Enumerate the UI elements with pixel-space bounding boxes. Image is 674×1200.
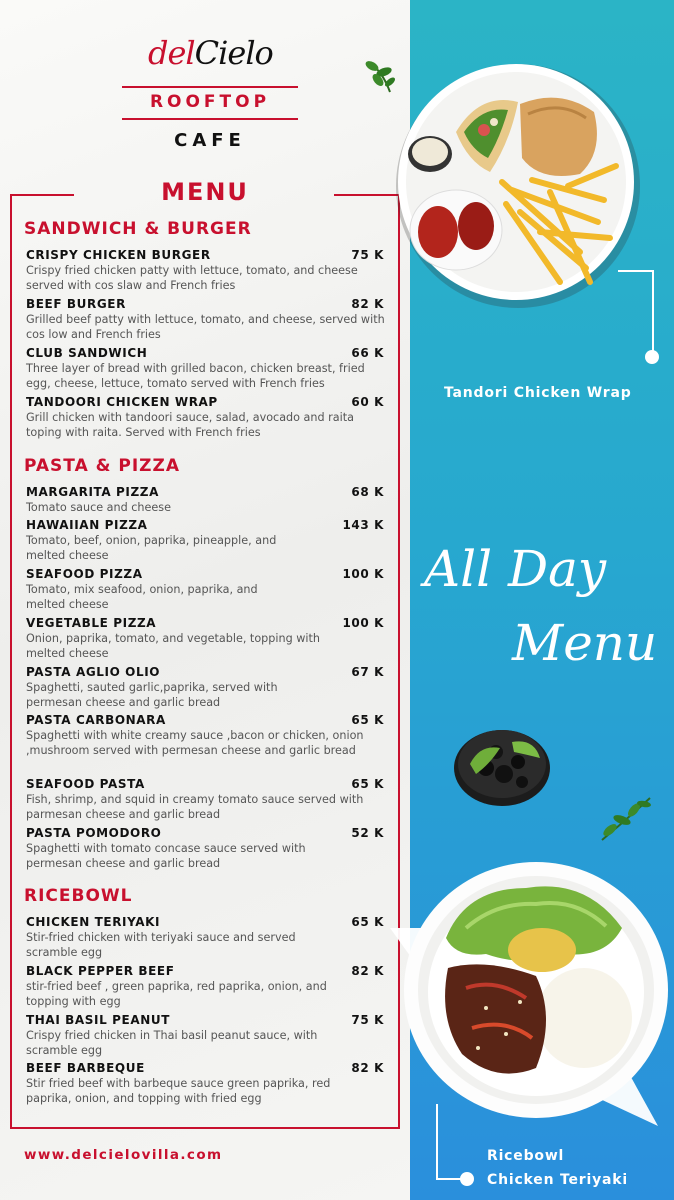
wrap-leader-h [618,270,654,272]
ricebowl-leader-dot [460,1172,474,1186]
menu-item [26,346,392,391]
menu-item [26,518,392,563]
brand-cafe: CAFE [174,130,246,151]
item-name: BLACK PEPPER BEEF [26,964,175,978]
menu-item [26,1061,392,1106]
item-price: 65 K [351,777,384,791]
item-price: 75 K [351,248,384,262]
item-desc: Onion, paprika, tomato, and vegetable, topping with melted cheese [26,632,320,660]
item-price: 52 K [351,826,384,840]
menu-item [26,395,392,440]
item-desc: Spaghetti, sauted garlic,paprika, served with permesan cheese and garlic bread [26,681,278,709]
item-name: PASTA CARBONARA [26,713,166,727]
frame-left [10,194,12,1128]
item-desc: stir-fried beef , green paprika, red paprika, onion, and topping with egg [26,980,327,1008]
menu-item [26,1013,392,1058]
item-name: CHICKEN TERIYAKI [26,915,161,929]
item-price: 65 K [351,713,384,727]
menu-item [26,964,392,1009]
item-price: 100 K [342,616,384,630]
website-link[interactable]: www.delcielovilla.com [24,1147,223,1163]
item-price: 60 K [351,395,384,409]
brand-logo [148,34,273,72]
frame-top-right [334,194,398,196]
frame-top-left [10,194,74,196]
section-title-ricebowl: RICEBOWL [24,886,133,906]
item-name: MARGARITA PIZZA [26,485,159,499]
item-price: 82 K [351,964,384,978]
item-desc: Crispy fried chicken in Thai basil peanut sauce, with scramble egg [26,1029,318,1057]
menu-item [26,915,392,960]
brand-name-part2: Cielo [194,34,273,72]
item-desc: Spaghetti with white creamy sauce ,bacon or chicken, onion ,mushroom served with permesan cheese and garlic bread [26,729,364,757]
menu-item [26,713,392,758]
item-price: 82 K [351,297,384,311]
item-price: 68 K [351,485,384,499]
script-menu: Menu [512,614,658,672]
wrap-leader-v [652,270,654,358]
section-title-sandwich: SANDWICH & BURGER [24,219,252,239]
ricebowl-photo [386,858,674,1130]
logo-divider-bottom [122,118,298,120]
logo-divider-top [122,86,298,88]
item-name: CRISPY CHICKEN BURGER [26,248,211,262]
item-price: 82 K [351,1061,384,1075]
menu-item [26,616,392,661]
brand-rooftop: ROOFTOP [149,92,271,112]
item-name: HAWAIIAN PIZZA [26,518,148,532]
item-price: 66 K [351,346,384,360]
item-desc: Tomato, mix seafood, onion, paprika, and melted cheese [26,583,258,611]
wrap-plate-photo [390,62,646,312]
caption-ricebowl-line1: Ricebowl [487,1148,565,1164]
item-name: THAI BASIL PEANUT [26,1013,170,1027]
menu-item [26,297,392,342]
frame-bottom [10,1127,400,1129]
item-price: 75 K [351,1013,384,1027]
olive-bowl-photo [450,724,554,808]
item-desc: Stir fried beef with barbeque sauce green paprika, red paprika, onion, and topping with fried egg [26,1077,331,1105]
item-price: 143 K [342,518,384,532]
item-name: SEAFOOD PIZZA [26,567,143,581]
item-desc: Three layer of bread with grilled bacon, chicken breast, fried egg, cheese, lettuce, tomato served with French fries [26,362,365,390]
item-desc: Spaghetti with tomato concase sauce served with permesan cheese and garlic bread [26,842,306,870]
item-price: 100 K [342,567,384,581]
menu-item [26,777,392,822]
caption-wrap: Tandori Chicken Wrap [444,385,632,401]
item-name: TANDOORI CHICKEN WRAP [26,395,218,409]
item-name: BEEF BARBEQUE [26,1061,145,1075]
script-all-day: All Day [424,540,607,598]
item-desc: Stir-fried chicken with teriyaki sauce and served scramble egg [26,931,296,959]
item-name: SEAFOOD PASTA [26,777,145,791]
item-desc: Tomato, beef, onion, paprika, pineapple, and melted cheese [26,534,277,562]
item-desc: Crispy fried chicken patty with lettuce, tomato, and cheese served with cos slaw and French fries [26,264,358,292]
wrap-leader-dot [645,350,659,364]
item-name: CLUB SANDWICH [26,346,148,360]
menu-item [26,567,392,612]
item-desc: Grilled beef patty with lettuce, tomato, and cheese, served with cos low and French fries [26,313,385,341]
herb-leaf-icon [596,790,656,846]
item-name: BEEF BURGER [26,297,126,311]
item-name: PASTA AGLIO OLIO [26,665,161,679]
item-desc: Grill chicken with tandoori sauce, salad, avocado and raita toping with raita. Served with French fries [26,411,354,439]
menu-title: MENU [161,178,249,206]
section-title-pasta: PASTA & PIZZA [24,456,180,476]
menu-item [26,485,392,515]
caption-ricebowl-line2: Chicken Teriyaki [487,1172,628,1188]
brand-name-part1: del [148,34,195,72]
item-price: 67 K [351,665,384,679]
item-name: VEGETABLE PIZZA [26,616,157,630]
item-name: PASTA POMODORO [26,826,162,840]
menu-item [26,665,392,710]
menu-item [26,248,392,293]
item-desc: Fish, shrimp, and squid in creamy tomato sauce served with parmesan cheese and garlic bread [26,793,364,821]
menu-item [26,826,392,871]
item-price: 65 K [351,915,384,929]
ricebowl-leader-v [436,1104,438,1180]
item-desc: Tomato sauce and cheese [26,501,172,514]
